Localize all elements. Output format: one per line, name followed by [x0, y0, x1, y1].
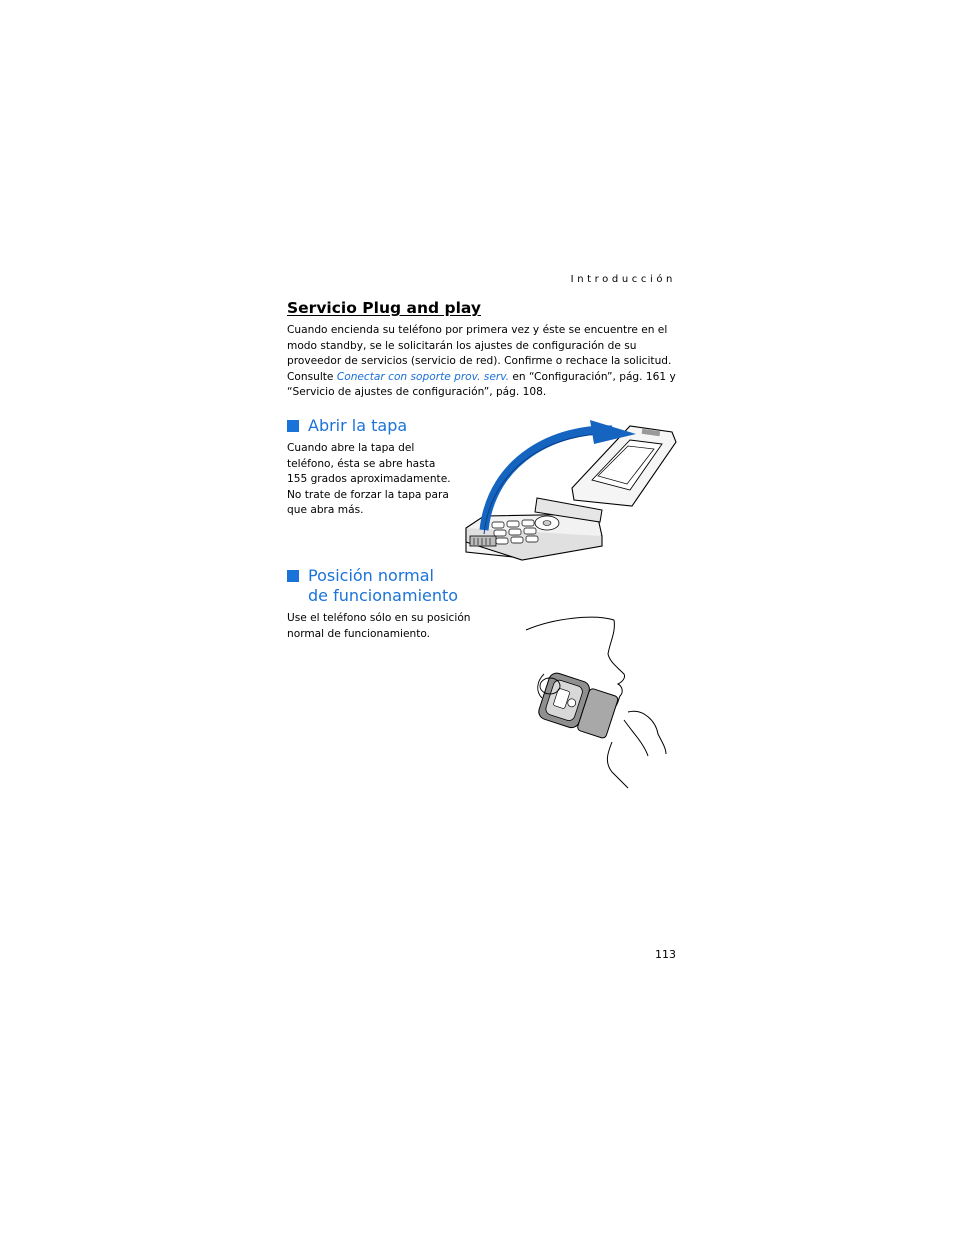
config-support-link[interactable]: Conectar con soporte prov. serv.	[336, 370, 509, 383]
section-title-plug-and-play: Servicio Plug and play	[287, 299, 481, 317]
posicion-title-line2: de funcionamiento	[308, 586, 459, 605]
plug-and-play-paragraph	[287, 323, 682, 401]
person-using-phone-illustration	[524, 612, 674, 788]
open-flip-phone-illustration	[462, 418, 680, 564]
plug-text-before-link: Cuando encienda su teléfono por primera vez y éste se encuentre en el modo standby, se le solicitarán los ajustes de configuración de su proveedor de servicios (servicio de red). Confirme o rechace la solicitud. Consulte	[287, 324, 672, 383]
running-header: Introducción	[570, 274, 676, 285]
section-title-posicion-normal	[287, 566, 458, 606]
abrir-tapa-title-text: Abrir la tapa	[308, 416, 408, 435]
section-bullet-square-icon	[287, 570, 299, 582]
abrir-tapa-paragraph: Cuando abre la tapa del teléfono, ésta se abre hasta 155 grados aproximadamente. No trate de forzar la tapa para que abra más.	[287, 442, 451, 516]
plug-text-after-link: en “Configuración”, pág. 161 y “Servicio de ajustes de configuración”, pág. 108.	[287, 370, 676, 398]
posicion-normal-paragraph: Use el teléfono sólo en su posición normal de funcionamiento.	[287, 612, 471, 640]
section-bullet-square-icon	[287, 420, 299, 432]
posicion-title-line1: Posición normal	[308, 566, 434, 585]
page-number: 113	[655, 948, 676, 961]
section-title-abrir-tapa	[287, 416, 407, 436]
